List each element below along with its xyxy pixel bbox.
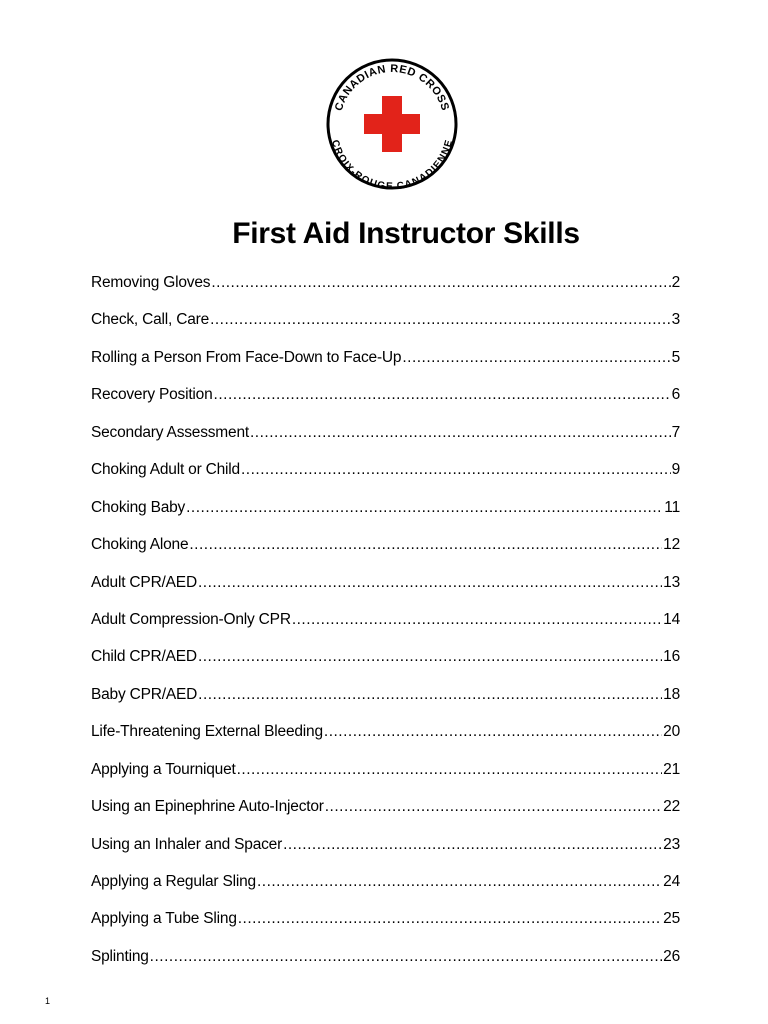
- toc-entry: [91, 526, 680, 563]
- toc-entry-page: 24: [663, 873, 680, 890]
- toc-entry-label: Baby CPR/AED: [91, 685, 198, 703]
- toc-entry-page: 2: [671, 274, 680, 291]
- toc-entry: [91, 638, 680, 675]
- toc-dot-leader: [237, 751, 663, 788]
- toc-entry-label: Check, Call, Care: [91, 311, 210, 329]
- toc-dot-leader: [198, 638, 662, 675]
- toc-entry-page: 16: [663, 648, 680, 666]
- toc-dot-leader: [211, 264, 670, 301]
- toc-entry-label: Choking Baby: [91, 498, 186, 516]
- toc-entry-label: Using an Epinephrine Auto-Injector: [91, 798, 324, 816]
- table-of-contents: [91, 264, 680, 975]
- toc-dot-leader: [210, 301, 671, 338]
- toc-entry: [91, 564, 680, 601]
- toc-entry-label: Adult CPR/AED: [91, 573, 197, 591]
- toc-entry-label: Life-Threatening External Bleeding: [91, 723, 323, 741]
- toc-entry-page: 14: [663, 610, 680, 628]
- toc-entry-label: Using an Inhaler and Spacer: [91, 835, 283, 853]
- toc-entry: [91, 601, 680, 638]
- red-cross-logo: [313, 42, 471, 206]
- toc-dot-leader: [250, 414, 671, 451]
- toc-dot-leader: [198, 676, 662, 713]
- toc-entry: [91, 376, 680, 413]
- toc-dot-leader: [186, 489, 663, 526]
- toc-dot-leader: [241, 451, 671, 488]
- toc-entry-label: Choking Alone: [91, 536, 189, 554]
- toc-entry: [91, 863, 680, 900]
- toc-entry-page: 11: [664, 498, 680, 516]
- toc-entry-page: 5: [671, 348, 680, 366]
- toc-dot-leader: [325, 788, 662, 825]
- logo-text-bottom: CROIX-ROUGE CANADIENNE: [328, 138, 456, 193]
- toc-entry: [91, 938, 680, 975]
- toc-dot-leader: [292, 601, 662, 638]
- toc-entry-label: Recovery Position: [91, 386, 213, 404]
- toc-entry-page: 22: [663, 798, 680, 816]
- toc-entry-page: 20: [663, 723, 680, 741]
- toc-entry-label: Applying a Tube Sling: [91, 910, 237, 928]
- toc-entry-label: Applying a Regular Sling: [91, 873, 256, 890]
- toc-entry-page: 7: [671, 423, 680, 441]
- toc-entry: [91, 751, 680, 788]
- toc-entry: [91, 900, 680, 937]
- toc-entry: [91, 489, 680, 526]
- toc-dot-leader: [198, 564, 662, 601]
- toc-entry: [91, 451, 680, 488]
- toc-entry-label: Secondary Assessment: [91, 423, 249, 441]
- toc-entry-page: 12: [663, 536, 680, 554]
- toc-entry-label: Splinting: [91, 947, 149, 965]
- toc-entry-page: 23: [663, 835, 680, 853]
- toc-dot-leader: [324, 713, 662, 750]
- toc-entry-page: 18: [663, 685, 680, 703]
- toc-dot-leader: [150, 938, 662, 975]
- toc-dot-leader: [189, 526, 662, 563]
- toc-entry: [91, 788, 680, 825]
- toc-entry-label: Rolling a Person From Face-Down to Face-Up: [91, 348, 402, 366]
- toc-entry-page: 21: [663, 760, 680, 778]
- toc-entry: [91, 713, 680, 750]
- red-cross-emblem-icon: [313, 42, 471, 206]
- page-number: 1: [45, 996, 51, 1006]
- logo-text-top: CANADIAN RED CROSS: [332, 62, 452, 113]
- toc-entry-page: 13: [663, 573, 680, 591]
- toc-entry: [91, 339, 680, 376]
- page-title: First Aid Instructor Skills: [232, 217, 580, 250]
- toc-entry-page: 25: [663, 910, 680, 928]
- toc-entry-label: Removing Gloves: [91, 274, 211, 291]
- toc-entry-page: 6: [671, 386, 680, 404]
- toc-entry: [91, 264, 680, 301]
- toc-entry: [91, 414, 680, 451]
- toc-entry-label: Child CPR/AED: [91, 648, 197, 666]
- toc-dot-leader: [238, 900, 662, 937]
- toc-entry-page: 3: [671, 311, 680, 329]
- toc-entry: [91, 301, 680, 338]
- toc-dot-leader: [283, 826, 662, 863]
- toc-dot-leader: [214, 376, 671, 413]
- toc-entry: [91, 826, 680, 863]
- toc-dot-leader: [257, 863, 662, 900]
- toc-entry: [91, 676, 680, 713]
- toc-entry-label: Choking Adult or Child: [91, 461, 240, 479]
- toc-dot-leader: [402, 339, 670, 376]
- toc-entry-label: Adult Compression-Only CPR: [91, 610, 291, 628]
- toc-entry-page: 26: [663, 947, 680, 965]
- toc-entry-page: 9: [671, 461, 680, 479]
- toc-entry-label: Applying a Tourniquet: [91, 760, 236, 778]
